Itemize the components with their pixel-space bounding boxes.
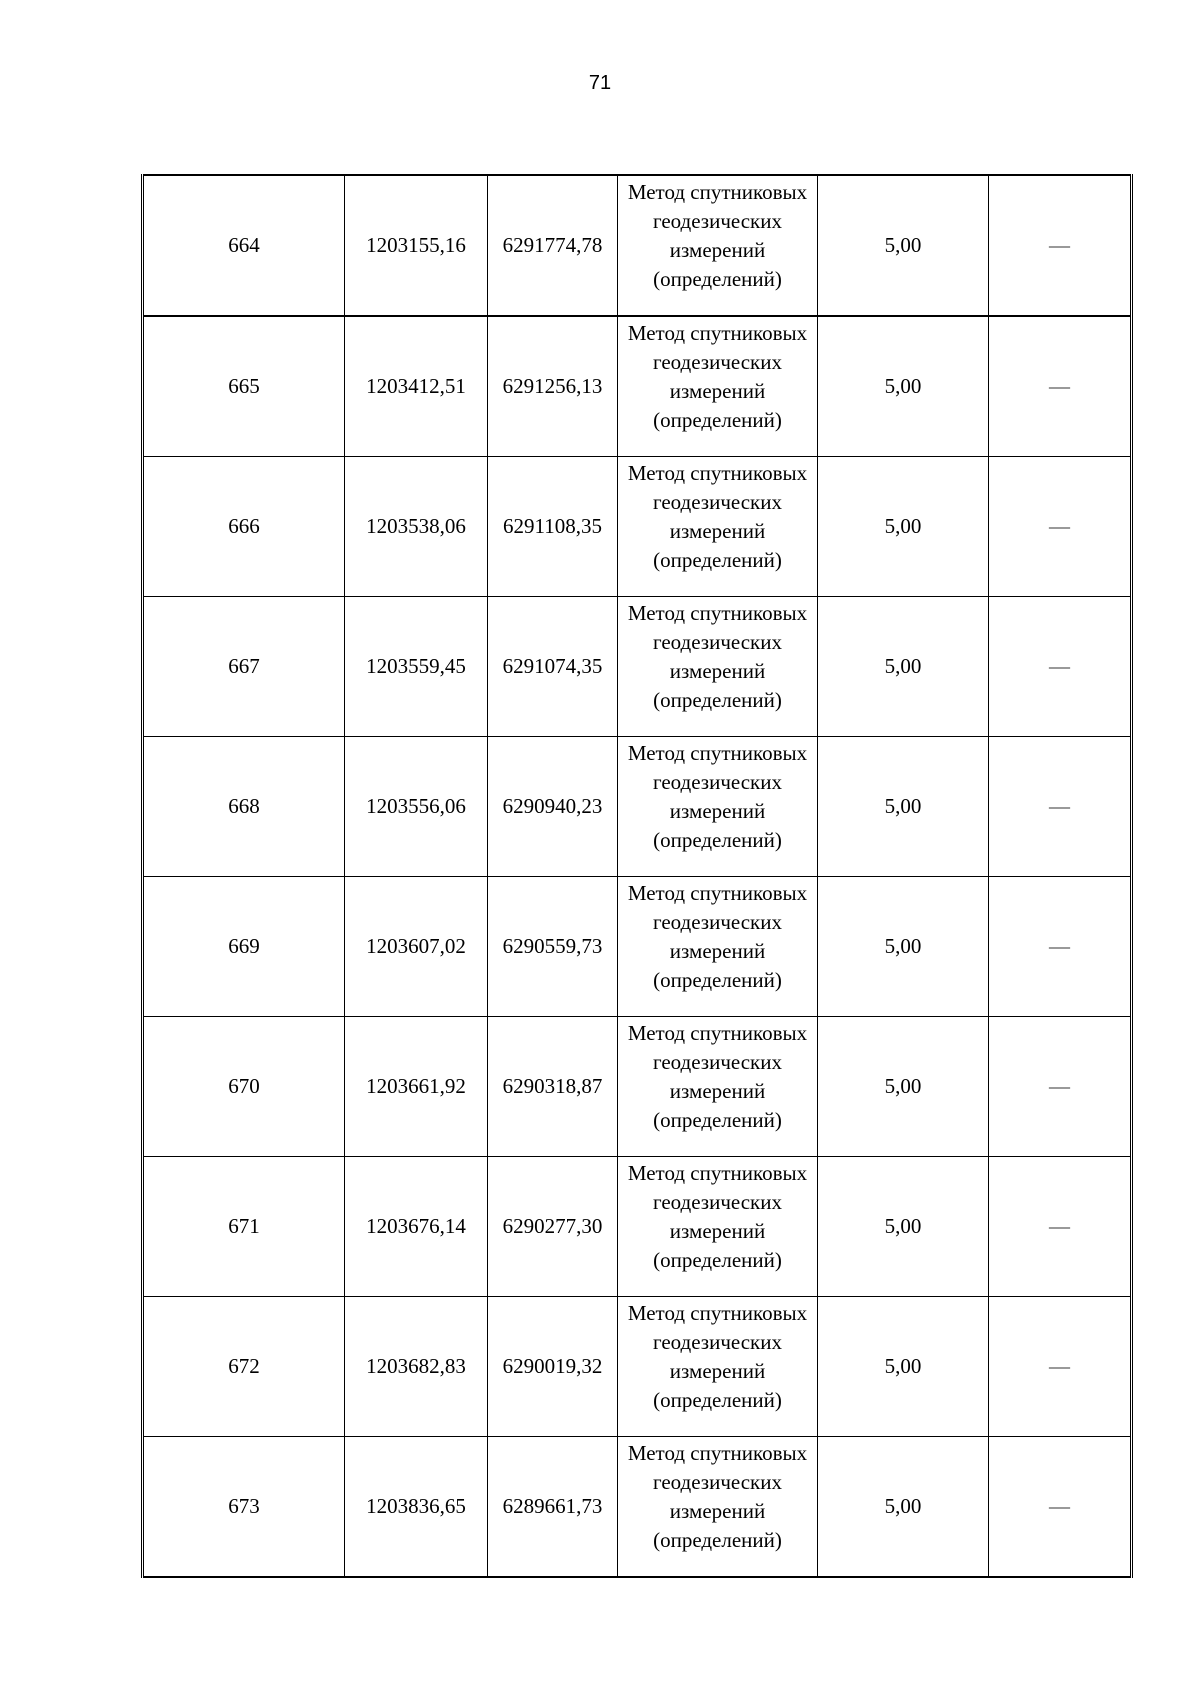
method-cell	[618, 737, 818, 877]
accuracy-cell: 5,00	[818, 737, 989, 877]
point-number-cell: 673	[143, 1437, 345, 1578]
x-coordinate-cell: 1203836,65	[345, 1437, 488, 1578]
point-number-cell: 666	[143, 457, 345, 597]
method-cell	[618, 175, 818, 316]
x-coordinate-cell: 1203559,45	[345, 597, 488, 737]
accuracy-cell: 5,00	[818, 1437, 989, 1578]
method-line: геодезических	[652, 1330, 782, 1354]
point-number-cell: 667	[143, 597, 345, 737]
method-cell	[618, 1157, 818, 1297]
method-line: (определений)	[653, 1248, 782, 1272]
x-coordinate-cell: 1203412,51	[345, 316, 488, 457]
method-line: геодезических	[652, 770, 782, 794]
method-cell	[618, 1297, 818, 1437]
accuracy-cell: 5,00	[818, 175, 989, 316]
method-line: измерений	[669, 1499, 766, 1523]
method-line: Метод спутниковых	[627, 1441, 808, 1465]
y-coordinate-cell: 6289661,73	[488, 1437, 618, 1578]
point-number-cell: 665	[143, 316, 345, 457]
method-line: измерений	[669, 799, 766, 823]
note-cell: —	[989, 597, 1132, 737]
method-line: (определений)	[653, 1528, 782, 1552]
table-row	[143, 1157, 1132, 1297]
y-coordinate-cell: 6291774,78	[488, 175, 618, 316]
point-number-cell: 672	[143, 1297, 345, 1437]
method-line: (определений)	[653, 968, 782, 992]
method-line: Метод спутниковых	[627, 741, 808, 765]
method-line: (определений)	[653, 828, 782, 852]
table-body	[143, 175, 1132, 1577]
point-number-cell: 664	[143, 175, 345, 316]
method-line: Метод спутниковых	[627, 881, 808, 905]
method-line: измерений	[669, 238, 766, 262]
note-cell: —	[989, 737, 1132, 877]
note-cell: —	[989, 1157, 1132, 1297]
method-line: геодезических	[652, 630, 782, 654]
y-coordinate-cell: 6291256,13	[488, 316, 618, 457]
method-line: измерений	[669, 519, 766, 543]
note-cell: —	[989, 1297, 1132, 1437]
table-row	[143, 1437, 1132, 1578]
note-cell: —	[989, 877, 1132, 1017]
point-number-cell: 668	[143, 737, 345, 877]
method-line: (определений)	[653, 548, 782, 572]
page-number: 71	[588, 72, 612, 94]
y-coordinate-cell: 6290019,32	[488, 1297, 618, 1437]
method-line: (определений)	[653, 1108, 782, 1132]
x-coordinate-cell: 1203676,14	[345, 1157, 488, 1297]
method-line: измерений	[669, 659, 766, 683]
method-line: измерений	[669, 939, 766, 963]
x-coordinate-cell: 1203682,83	[345, 1297, 488, 1437]
method-line: измерений	[669, 1079, 766, 1103]
accuracy-cell: 5,00	[818, 1297, 989, 1437]
y-coordinate-cell: 6291108,35	[488, 457, 618, 597]
note-cell: —	[989, 1017, 1132, 1157]
table-row	[143, 316, 1132, 457]
table-row	[143, 737, 1132, 877]
method-cell	[618, 597, 818, 737]
y-coordinate-cell: 6290940,23	[488, 737, 618, 877]
method-line: (определений)	[653, 408, 782, 432]
table-row	[143, 1297, 1132, 1437]
method-line: Метод спутниковых	[627, 461, 808, 485]
accuracy-cell: 5,00	[818, 1157, 989, 1297]
method-line: измерений	[669, 1219, 766, 1243]
y-coordinate-cell: 6291074,35	[488, 597, 618, 737]
accuracy-cell: 5,00	[818, 1017, 989, 1157]
method-cell	[618, 1017, 818, 1157]
method-line: Метод спутниковых	[627, 1301, 808, 1325]
table-row	[143, 1017, 1132, 1157]
method-line: (определений)	[653, 1388, 782, 1412]
table-row	[143, 175, 1132, 316]
accuracy-cell: 5,00	[818, 597, 989, 737]
x-coordinate-cell: 1203556,06	[345, 737, 488, 877]
x-coordinate-cell: 1203607,02	[345, 877, 488, 1017]
accuracy-cell: 5,00	[818, 316, 989, 457]
method-line: геодезических	[652, 490, 782, 514]
method-line: измерений	[669, 379, 766, 403]
method-line: геодезических	[652, 910, 782, 934]
method-line: Метод спутниковых	[627, 180, 808, 204]
method-line: Метод спутниковых	[627, 601, 808, 625]
method-line: измерений	[669, 1359, 766, 1383]
note-cell: —	[989, 316, 1132, 457]
note-cell: —	[989, 457, 1132, 597]
method-line: геодезических	[652, 209, 782, 233]
method-cell	[618, 877, 818, 1017]
x-coordinate-cell: 1203155,16	[345, 175, 488, 316]
y-coordinate-cell: 6290318,87	[488, 1017, 618, 1157]
note-cell: —	[989, 175, 1132, 316]
x-coordinate-cell: 1203538,06	[345, 457, 488, 597]
y-coordinate-cell: 6290277,30	[488, 1157, 618, 1297]
method-line: геодезических	[652, 1050, 782, 1074]
method-line: (определений)	[653, 688, 782, 712]
accuracy-cell: 5,00	[818, 877, 989, 1017]
method-line: Метод спутниковых	[627, 321, 808, 345]
y-coordinate-cell: 6290559,73	[488, 877, 618, 1017]
method-cell	[618, 1437, 818, 1578]
method-line: геодезических	[652, 350, 782, 374]
coordinates-table	[141, 174, 1133, 1578]
table-row	[143, 597, 1132, 737]
method-line: (определений)	[653, 267, 782, 291]
method-cell	[618, 316, 818, 457]
point-number-cell: 670	[143, 1017, 345, 1157]
table-row	[143, 457, 1132, 597]
method-line: геодезических	[652, 1470, 782, 1494]
x-coordinate-cell: 1203661,92	[345, 1017, 488, 1157]
method-line: Метод спутниковых	[627, 1021, 808, 1045]
table-row	[143, 877, 1132, 1017]
note-cell: —	[989, 1437, 1132, 1578]
accuracy-cell: 5,00	[818, 457, 989, 597]
point-number-cell: 669	[143, 877, 345, 1017]
point-number-cell: 671	[143, 1157, 345, 1297]
method-line: Метод спутниковых	[627, 1161, 808, 1185]
method-cell	[618, 457, 818, 597]
method-line: геодезических	[652, 1190, 782, 1214]
